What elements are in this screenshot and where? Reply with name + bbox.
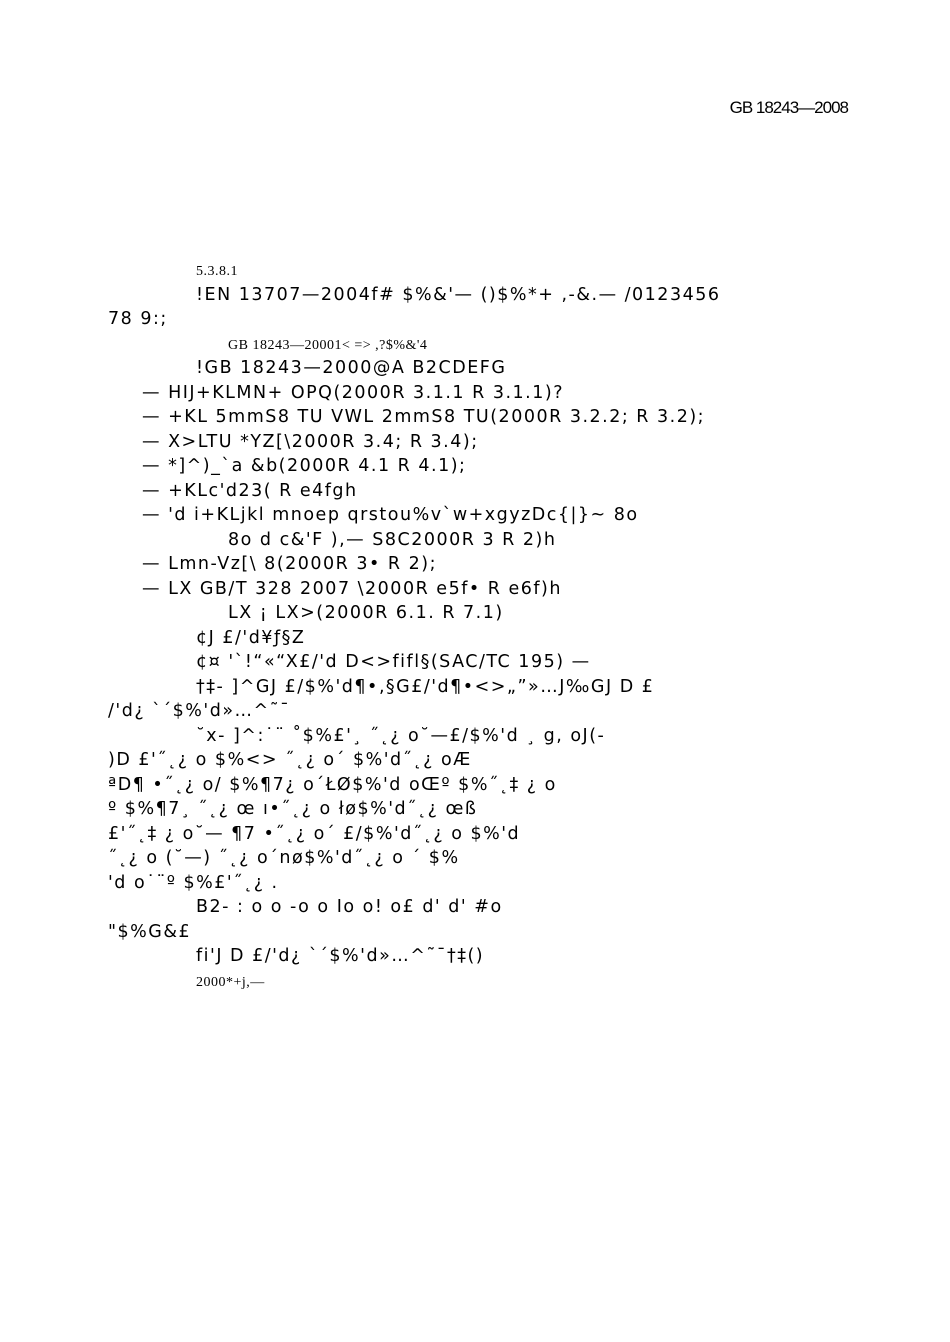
text-line: !EN 13707—2004f# $%&'— ()$%*+ ,-&.— /0123456 — [196, 284, 721, 305]
text-line: fi'J D £/'d¿ `´$%'d»…^˜¯†‡() — [196, 946, 485, 966]
list-item: — +KL 5mmS8 TU VWL 2mmS8 TU(2000R 3.2.2; R 3.2); — [142, 407, 706, 427]
text-line: GB 18243—20001< => ,?$%&'4 — [228, 337, 428, 353]
text-line: ˘x- ]^:˙¨ ˚$%£'¸ ˝˛¿ o˘—£/$%'d ¸ g, oJ(- — [196, 725, 606, 746]
list-item: — +KLc'd23( R e4fgh — [142, 480, 358, 501]
list-item-continuation: 8o d c&'F ),— S8C2000R 3 R 2)h — [228, 529, 557, 550]
text-line: ¢¤ '`!“«“X£/'d D<>fifl§(SAC/TC 195) — — [196, 652, 591, 672]
list-item: — 'd i+KLjkl mnoep qrstou%v`w+xgyzDc{|}~ 8o — [142, 505, 639, 525]
text-line: 78 9:; — [108, 309, 168, 329]
body-text — [108, 258, 848, 993]
text-line: º $%¶7¸ ˝˛¿ œ ı•˝˛¿ o łø$%'d˝˛¿ œß — [108, 799, 478, 819]
text-line: ¢J £/'d¥ƒ§Z — [196, 627, 306, 648]
text-line: /'d¿ `´$%'d»…^˜¯ — [108, 701, 291, 721]
list-item: — HIJ+KLMN+ OPQ(2000R 3.1.1 R 3.1.1)? — [142, 382, 564, 403]
list-item: — Lmn-Vz[\ 8(2000R 3• R 2); — [142, 554, 438, 574]
list-item: — *]^)_`a &b(2000R 4.1 R 4.1); — [142, 456, 467, 476]
text-line: B2- : o o -o o Io o! o£ d' d' #o — [196, 897, 503, 917]
list-item: — X>LTU *YZ[\2000R 3.4; R 3.4); — [142, 431, 479, 452]
text-line: !GB 18243—2000@A B2CDEFG — [196, 358, 507, 378]
text-line: ˝˛¿ o (˘—) ˝˛¿ o´nø$%'d˝˛¿ o ´ $% — [108, 848, 460, 868]
text-line: 'd o˙¨º $%£'˝˛¿ . — [108, 872, 279, 893]
text-line: 2000*+j,— — [196, 974, 265, 990]
text-line: "$%G&£ — [108, 921, 192, 942]
list-item: — LX GB/T 328 2007 \2000R e5f• R e6f)h — [142, 578, 562, 599]
text-line: †‡- ]^GJ £/$%'d¶•‚§G£/'d¶•<>„”»…J‰GJ D £ — [196, 676, 655, 697]
text-line: ªD¶ •˝˛¿ o/ $%¶7¿ o´ŁØ$%'d oŒº $%˝˛‡ ¿ o — [108, 774, 557, 795]
standard-code: GB 18243—2008 — [729, 98, 848, 117]
list-item-continuation: LX ¡ LX>(2000R 6.1. R 7.1) — [228, 603, 504, 623]
clause-number: 5.3.8.1 — [196, 264, 238, 279]
text-line: £'˝˛‡ ¿ o˘— ¶7 •˝˛¿ o´ £/$%'d˝˛¿ o $%'d — [108, 823, 521, 844]
text-line: )D £'˝˛¿ o $%<> ˝˛¿ o´ $%'d˝˛¿ oÆ — [108, 750, 472, 770]
